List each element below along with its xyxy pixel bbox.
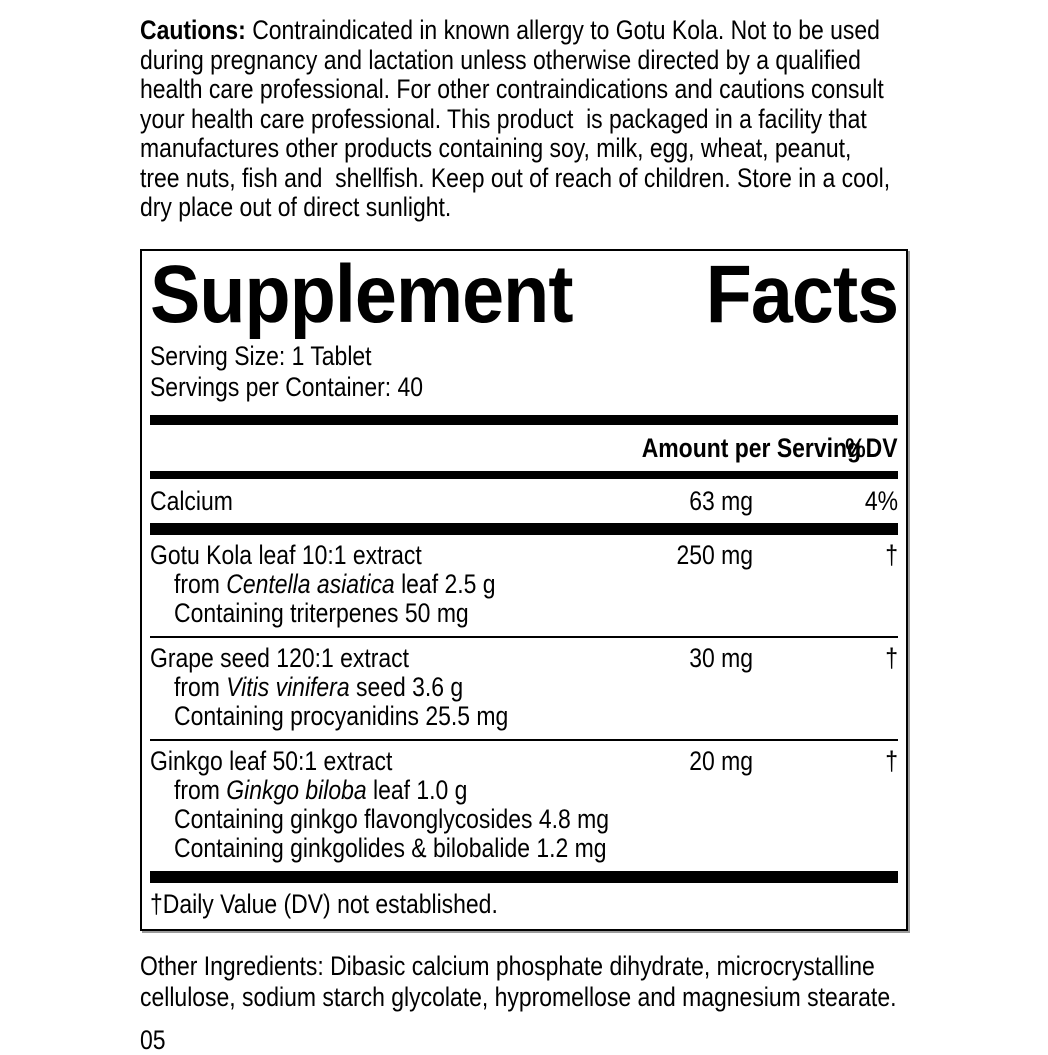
divider-bar-thick (150, 871, 898, 883)
other-ingredients-line: cellulose, sodium starch glycolate, hypromellose and magnesium stearate. (140, 981, 897, 1012)
ingredient-dv: † (885, 745, 898, 776)
ingredient-source-line: from Ginkgo biloba leaf 1.0 g (174, 774, 468, 805)
cautions-paragraph (140, 16, 908, 223)
ingredient-name: Gotu Kola leaf 10:1 extract (150, 539, 422, 570)
column-header-dv: %DV (845, 432, 898, 463)
cautions-line: manufactures other products containing soy, milk, egg, wheat, peanut, (140, 133, 852, 163)
page-number: 05 (140, 1024, 166, 1055)
ingredient-amount: 20 mg (689, 745, 753, 776)
servings-per-container: Servings per Container: 40 (150, 371, 424, 402)
ingredient-name: Grape seed 120:1 extract (150, 642, 409, 673)
column-header-amount: Amount per Serving (641, 432, 862, 463)
panel-title (150, 248, 898, 340)
ingredient-constituent-line: Containing triterpenes 50 mg (174, 597, 469, 628)
table-header-row (150, 425, 898, 471)
ingredient-amount: 30 mg (689, 642, 753, 673)
ingredient-name: Ginkgo leaf 50:1 extract (150, 745, 393, 776)
botanical-name: Vitis vinifera (226, 671, 350, 702)
daily-value-footnote: †Daily Value (DV) not established. (150, 888, 498, 919)
botanical-name: Ginkgo biloba (226, 774, 367, 805)
ingredient-amount: 250 mg (676, 539, 753, 570)
serving-size: Serving Size: 1 Tablet (150, 340, 372, 371)
table-row (150, 535, 898, 636)
cautions-text: Contraindicated in known allergy to Gotu Kola. Not to be used (245, 15, 880, 45)
divider-bar-medium (150, 471, 898, 479)
ingredient-main-line (150, 541, 898, 570)
cautions-label: Cautions: (140, 15, 246, 45)
other-ingredients-paragraph (140, 951, 908, 1013)
table-row (150, 479, 898, 523)
cautions-line (140, 16, 908, 46)
cautions-line: health care professional. For other contraindications and cautions consult (140, 74, 884, 104)
botanical-name: Centella asiatica (226, 568, 395, 599)
divider-bar-thick (150, 523, 898, 535)
ingredient-dv: † (885, 642, 898, 673)
cautions-line: dry place out of direct sunlight. (140, 192, 452, 222)
table-row (150, 739, 898, 871)
ingredient-dv: † (885, 539, 898, 570)
ingredient-constituent-line: Containing ginkgolides & bilobalide 1.2 mg (174, 832, 607, 863)
ingredient-main-line (150, 747, 898, 776)
ingredient-main-line (150, 644, 898, 673)
ingredient-constituent-line: Containing ginkgo flavonglycosides 4.8 mg (174, 803, 610, 834)
ingredient-name: Calcium (150, 485, 233, 516)
cautions-line: during pregnancy and lactation unless otherwise directed by a qualified (140, 44, 861, 75)
ingredient-source-line: from Vitis vinifera seed 3.6 g (174, 671, 464, 702)
other-ingredients-line: Other Ingredients: Dibasic calcium phosphate dihydrate, microcrystalline (140, 950, 875, 981)
panel-title-word1: Supplement (150, 248, 573, 340)
ingredient-amount: 63 mg (689, 485, 753, 516)
supplement-facts-panel (140, 249, 908, 931)
table-row (150, 636, 898, 739)
ingredient-constituent-line: Containing procyanidins 25.5 mg (174, 700, 509, 731)
cautions-line: your health care professional. This product is packaged in a facility that (140, 103, 867, 134)
panel-title-word2: Facts (705, 248, 898, 340)
ingredient-dv: 4% (864, 485, 898, 516)
cautions-line: tree nuts, fish and shellfish. Keep out of reach of children. Store in a cool, (140, 162, 891, 193)
divider-bar-thick (150, 415, 898, 425)
ingredient-source-line: from Centella asiatica leaf 2.5 g (174, 568, 496, 599)
